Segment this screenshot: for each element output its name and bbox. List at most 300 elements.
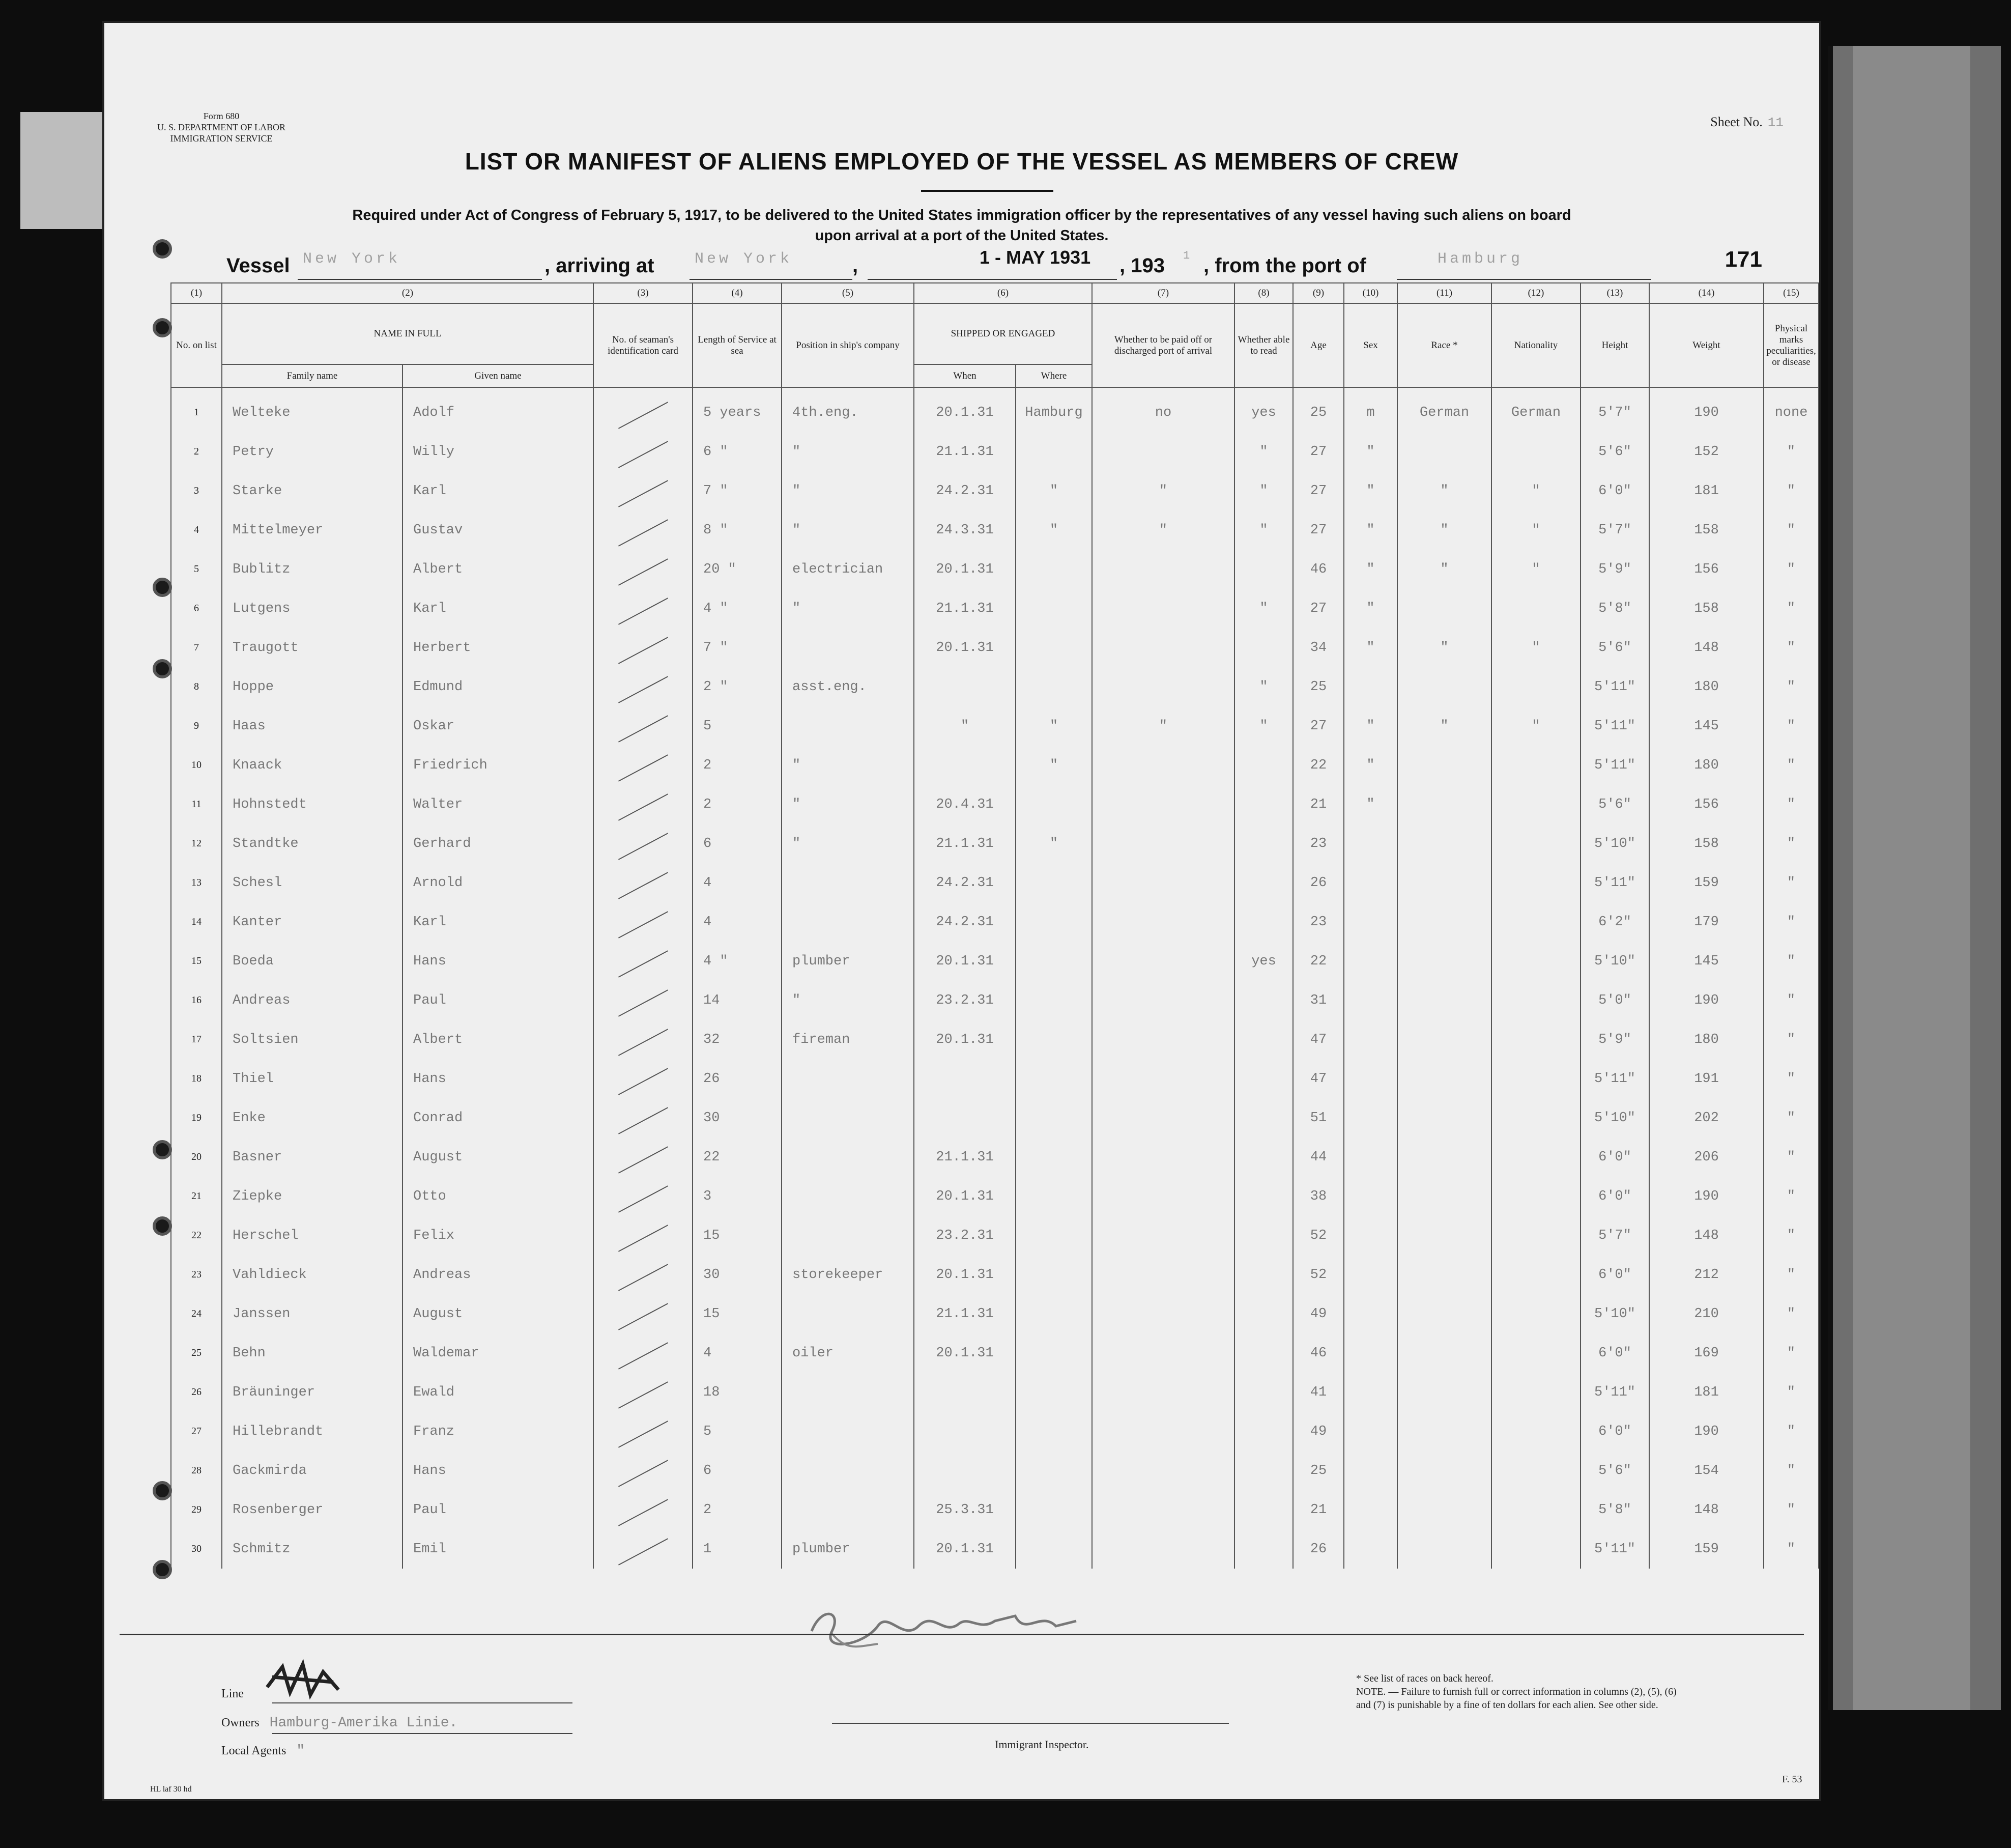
shipped-where-cell — [1016, 1138, 1092, 1177]
weight-cell: 179 — [1649, 902, 1764, 942]
check-mark-icon — [618, 1538, 668, 1565]
table-row — [171, 746, 1819, 785]
able-to-read-cell — [1234, 863, 1293, 902]
physical-marks-cell: " — [1764, 863, 1819, 902]
shipped-where-cell: " — [1016, 746, 1092, 785]
position-cell — [782, 1177, 914, 1216]
row-number-cell: 20 — [171, 1138, 222, 1177]
weight-cell: 156 — [1649, 550, 1764, 589]
paid-off-cell — [1092, 863, 1234, 902]
shipped-where-cell — [1016, 667, 1092, 706]
check-mark-icon — [618, 402, 668, 429]
race-cell — [1397, 1138, 1491, 1177]
family-name-cell: Vahldieck — [222, 1255, 403, 1294]
race-cell — [1397, 746, 1491, 785]
check-mark-icon — [618, 1420, 668, 1447]
vessel-name: New York — [303, 250, 401, 268]
height-cell: 5'11" — [1581, 1059, 1649, 1098]
col-num-9: (9) — [1293, 283, 1344, 303]
given-name-cell: Paul — [403, 1490, 593, 1529]
arriving-label: , arriving at — [544, 254, 654, 277]
physical-marks-cell: " — [1764, 1098, 1819, 1138]
row-number-cell: 29 — [171, 1490, 222, 1529]
check-mark-icon — [618, 1068, 668, 1095]
header-name-in-full: NAME IN FULL — [222, 303, 593, 364]
col-num-13: (13) — [1581, 283, 1649, 303]
row-number-cell: 18 — [171, 1059, 222, 1098]
row-number-cell: 22 — [171, 1216, 222, 1255]
check-mark-icon — [618, 1499, 668, 1526]
table-row — [171, 387, 1819, 432]
physical-marks-cell: " — [1764, 824, 1819, 863]
physical-marks-cell: " — [1764, 432, 1819, 471]
sex-cell — [1344, 902, 1397, 942]
row-number-cell: 15 — [171, 942, 222, 981]
from-label: , from the port of — [1203, 254, 1366, 277]
family-name-cell: Bublitz — [222, 550, 403, 589]
position-cell — [782, 706, 914, 746]
race-cell — [1397, 1294, 1491, 1333]
position-cell: electrician — [782, 550, 914, 589]
nationality-cell: " — [1491, 628, 1581, 667]
shipped-when-cell: 20.1.31 — [914, 942, 1016, 981]
row-number-cell: 10 — [171, 746, 222, 785]
nationality-cell: " — [1491, 706, 1581, 746]
seaman-card-check-cell — [593, 667, 693, 706]
physical-marks-cell: " — [1764, 1059, 1819, 1098]
length-of-service-cell: 26 — [693, 1059, 782, 1098]
adjacent-page-strip — [1828, 46, 2001, 1710]
length-of-service-cell: 4 — [693, 902, 782, 942]
family-name-cell: Lutgens — [222, 589, 403, 628]
table-row — [171, 589, 1819, 628]
age-cell: 27 — [1293, 706, 1344, 746]
row-number-cell: 1 — [171, 387, 222, 432]
row-number-cell: 5 — [171, 550, 222, 589]
sex-cell: " — [1344, 746, 1397, 785]
sex-cell: " — [1344, 628, 1397, 667]
row-number-cell: 30 — [171, 1529, 222, 1569]
physical-marks-cell: " — [1764, 1138, 1819, 1177]
row-number-cell: 8 — [171, 667, 222, 706]
weight-cell: 206 — [1649, 1138, 1764, 1177]
age-cell: 21 — [1293, 785, 1344, 824]
table-row — [171, 785, 1819, 824]
length-of-service-cell: 7 " — [693, 471, 782, 510]
col-num-1: (1) — [171, 283, 222, 303]
table-row — [171, 510, 1819, 550]
length-of-service-cell: 5 — [693, 1412, 782, 1451]
immigrant-inspector-label: Immigrant Inspector. — [995, 1738, 1089, 1751]
height-cell: 5'8" — [1581, 589, 1649, 628]
seaman-card-check-cell — [593, 432, 693, 471]
weight-cell: 152 — [1649, 432, 1764, 471]
row-number-cell: 17 — [171, 1020, 222, 1059]
sex-cell: " — [1344, 589, 1397, 628]
given-name-cell: Ewald — [403, 1373, 593, 1412]
length-of-service-cell: 1 — [693, 1529, 782, 1569]
weight-cell: 210 — [1649, 1294, 1764, 1333]
shipped-when-cell: " — [914, 706, 1016, 746]
shipped-where-cell — [1016, 1294, 1092, 1333]
nationality-cell — [1491, 1059, 1581, 1098]
paid-off-cell — [1092, 785, 1234, 824]
nationality-cell: " — [1491, 471, 1581, 510]
sex-cell — [1344, 1333, 1397, 1373]
weight-cell: 190 — [1649, 1177, 1764, 1216]
paid-off-cell — [1092, 1059, 1234, 1098]
nationality-cell — [1491, 863, 1581, 902]
seaman-card-check-cell — [593, 1294, 693, 1333]
shipped-when-cell: 20.1.31 — [914, 550, 1016, 589]
physical-marks-cell: " — [1764, 785, 1819, 824]
col-num-14: (14) — [1649, 283, 1764, 303]
seaman-card-check-cell — [593, 550, 693, 589]
shipped-when-cell — [914, 746, 1016, 785]
length-of-service-cell: 3 — [693, 1177, 782, 1216]
length-of-service-cell: 2 — [693, 785, 782, 824]
shipped-when-cell: 21.1.31 — [914, 432, 1016, 471]
nationality-cell — [1491, 902, 1581, 942]
nationality-cell — [1491, 1255, 1581, 1294]
position-cell: oiler — [782, 1333, 914, 1373]
height-cell: 5'7" — [1581, 510, 1649, 550]
height-cell: 5'10" — [1581, 824, 1649, 863]
shipped-where-cell: " — [1016, 471, 1092, 510]
weight-cell: 180 — [1649, 1020, 1764, 1059]
sex-cell — [1344, 1451, 1397, 1490]
family-name-cell: Standtke — [222, 824, 403, 863]
race-cell — [1397, 1490, 1491, 1529]
physical-marks-cell: " — [1764, 510, 1819, 550]
given-name-cell: Adolf — [403, 387, 593, 432]
family-name-cell: Knaack — [222, 746, 403, 785]
seaman-card-check-cell — [593, 902, 693, 942]
weight-cell: 148 — [1649, 628, 1764, 667]
seaman-card-check-cell — [593, 1098, 693, 1138]
length-of-service-cell: 22 — [693, 1138, 782, 1177]
shipped-where-cell: Hamburg — [1016, 387, 1092, 432]
shipped-when-cell: 24.3.31 — [914, 510, 1016, 550]
age-cell: 47 — [1293, 1059, 1344, 1098]
seaman-card-check-cell — [593, 1216, 693, 1255]
age-cell: 52 — [1293, 1216, 1344, 1255]
given-name-cell: Gerhard — [403, 824, 593, 863]
row-number-cell: 23 — [171, 1255, 222, 1294]
header-physical-marks: Physical marks peculiarities, or disease — [1764, 303, 1819, 387]
footnotes — [1356, 1672, 1682, 1712]
shipped-where-cell — [1016, 981, 1092, 1020]
able-to-read-cell — [1234, 1177, 1293, 1216]
agents-label: Local Agents — [221, 1744, 286, 1757]
family-name-cell: Petry — [222, 432, 403, 471]
height-cell: 5'11" — [1581, 667, 1649, 706]
row-number-cell: 26 — [171, 1373, 222, 1412]
paid-off-cell — [1092, 1451, 1234, 1490]
physical-marks-cell: " — [1764, 1177, 1819, 1216]
length-of-service-cell: 20 " — [693, 550, 782, 589]
col-num-7: (7) — [1092, 283, 1234, 303]
length-of-service-cell: 14 — [693, 981, 782, 1020]
shipped-where-cell — [1016, 1255, 1092, 1294]
race-cell — [1397, 1255, 1491, 1294]
paid-off-cell — [1092, 1529, 1234, 1569]
weight-cell: 180 — [1649, 667, 1764, 706]
table-row — [171, 942, 1819, 981]
paid-off-cell — [1092, 1490, 1234, 1529]
weight-cell: 158 — [1649, 510, 1764, 550]
family-name-cell: Bräuninger — [222, 1373, 403, 1412]
height-cell: 5'11" — [1581, 746, 1649, 785]
form-code: F. 53 — [1782, 1774, 1802, 1785]
sex-cell — [1344, 942, 1397, 981]
footnote-penalty: NOTE. — Failure to furnish full or correct information in columns (2), (5), (6) and (7) is punishable by a fine of ten dollars for each alien. See other side. — [1356, 1686, 1677, 1711]
able-to-read-cell — [1234, 1138, 1293, 1177]
seaman-card-check-cell — [593, 1255, 693, 1294]
family-name-cell: Boeda — [222, 942, 403, 981]
given-name-cell: Karl — [403, 902, 593, 942]
shipped-where-cell — [1016, 863, 1092, 902]
age-cell: 38 — [1293, 1177, 1344, 1216]
able-to-read-cell — [1234, 1294, 1293, 1333]
row-number-cell: 28 — [171, 1451, 222, 1490]
age-cell: 26 — [1293, 863, 1344, 902]
age-cell: 46 — [1293, 1333, 1344, 1373]
paid-off-cell — [1092, 981, 1234, 1020]
check-mark-icon — [618, 480, 668, 507]
given-name-cell: Gustav — [403, 510, 593, 550]
able-to-read-cell: yes — [1234, 942, 1293, 981]
height-cell: 5'9" — [1581, 550, 1649, 589]
seaman-card-check-cell — [593, 1451, 693, 1490]
family-name-cell: Rosenberger — [222, 1490, 403, 1529]
nationality-cell — [1491, 1138, 1581, 1177]
nationality-cell — [1491, 785, 1581, 824]
race-cell: " — [1397, 706, 1491, 746]
seaman-card-check-cell — [593, 1333, 693, 1373]
given-name-cell: Waldemar — [403, 1333, 593, 1373]
race-cell — [1397, 824, 1491, 863]
height-cell: 5'9" — [1581, 1020, 1649, 1059]
shipped-where-cell — [1016, 1216, 1092, 1255]
check-mark-icon — [618, 637, 668, 664]
shipped-when-cell: 20.1.31 — [914, 1529, 1016, 1569]
shipped-where-cell — [1016, 1529, 1092, 1569]
position-cell: 4th.eng. — [782, 387, 914, 432]
agents-value: " — [296, 1743, 305, 1759]
table-row — [171, 1177, 1819, 1216]
able-to-read-cell — [1234, 824, 1293, 863]
sex-cell: " — [1344, 432, 1397, 471]
shipped-where-cell — [1016, 628, 1092, 667]
age-cell: 22 — [1293, 746, 1344, 785]
col-num-5: (5) — [782, 283, 914, 303]
race-cell — [1397, 589, 1491, 628]
row-number-cell: 9 — [171, 706, 222, 746]
given-name-cell: Herbert — [403, 628, 593, 667]
given-name-cell: Andreas — [403, 1255, 593, 1294]
shipped-where-cell: " — [1016, 706, 1092, 746]
header-position: Position in ship's company — [782, 303, 914, 387]
position-cell — [782, 1373, 914, 1412]
position-cell: " — [782, 510, 914, 550]
physical-marks-cell: " — [1764, 1333, 1819, 1373]
length-of-service-cell: 32 — [693, 1020, 782, 1059]
sex-cell — [1344, 1373, 1397, 1412]
race-cell — [1397, 942, 1491, 981]
race-cell — [1397, 902, 1491, 942]
paid-off-cell — [1092, 667, 1234, 706]
table-row — [171, 1216, 1819, 1255]
line-row — [221, 1687, 244, 1701]
nationality-cell — [1491, 746, 1581, 785]
seaman-card-check-cell — [593, 824, 693, 863]
table-row — [171, 1529, 1819, 1569]
weight-cell: 158 — [1649, 589, 1764, 628]
weight-cell: 202 — [1649, 1098, 1764, 1138]
nationality-cell — [1491, 667, 1581, 706]
weight-cell: 148 — [1649, 1490, 1764, 1529]
check-mark-icon — [618, 715, 668, 742]
check-mark-icon — [618, 1146, 668, 1173]
family-name-cell: Schmitz — [222, 1529, 403, 1569]
from-port: Hamburg — [1438, 250, 1524, 268]
race-cell — [1397, 1020, 1491, 1059]
weight-cell: 148 — [1649, 1216, 1764, 1255]
able-to-read-cell: yes — [1234, 387, 1293, 432]
sex-cell — [1344, 1216, 1397, 1255]
nationality-cell — [1491, 1333, 1581, 1373]
nationality-cell — [1491, 1177, 1581, 1216]
position-cell: " — [782, 746, 914, 785]
sex-cell: " — [1344, 785, 1397, 824]
length-of-service-cell: 5 — [693, 706, 782, 746]
able-to-read-cell — [1234, 981, 1293, 1020]
age-cell: 47 — [1293, 1020, 1344, 1059]
paid-off-cell — [1092, 746, 1234, 785]
given-name-cell: Oskar — [403, 706, 593, 746]
weight-cell: 191 — [1649, 1059, 1764, 1098]
race-cell — [1397, 1098, 1491, 1138]
sex-cell — [1344, 667, 1397, 706]
row-number-cell: 3 — [171, 471, 222, 510]
shipped-when-cell — [914, 1412, 1016, 1451]
height-cell: 5'0" — [1581, 981, 1649, 1020]
shipped-where-cell — [1016, 432, 1092, 471]
age-cell: 27 — [1293, 510, 1344, 550]
age-cell: 25 — [1293, 387, 1344, 432]
shipped-when-cell: 23.2.31 — [914, 1216, 1016, 1255]
physical-marks-cell: " — [1764, 1255, 1819, 1294]
seaman-card-check-cell — [593, 471, 693, 510]
race-cell: " — [1397, 550, 1491, 589]
header-paid-off: Whether to be paid off or discharged port of arrival — [1092, 303, 1234, 387]
underlying-page-edge — [20, 112, 112, 229]
position-cell: fireman — [782, 1020, 914, 1059]
family-name-cell: Welteke — [222, 387, 403, 432]
nationality-cell — [1491, 1373, 1581, 1412]
weight-cell: 145 — [1649, 706, 1764, 746]
shipped-when-cell: 24.2.31 — [914, 471, 1016, 510]
able-to-read-cell — [1234, 785, 1293, 824]
nationality-cell — [1491, 981, 1581, 1020]
race-cell — [1397, 667, 1491, 706]
table-row — [171, 432, 1819, 471]
length-of-service-cell: 2 — [693, 746, 782, 785]
physical-marks-cell: " — [1764, 1373, 1819, 1412]
shipped-where-cell — [1016, 785, 1092, 824]
weight-cell: 159 — [1649, 863, 1764, 902]
family-name-cell: Gackmirda — [222, 1451, 403, 1490]
row-number-cell: 24 — [171, 1294, 222, 1333]
shipped-when-cell: 20.1.31 — [914, 1177, 1016, 1216]
length-of-service-cell: 4 — [693, 1333, 782, 1373]
check-mark-icon — [618, 1264, 668, 1291]
height-cell: 6'2" — [1581, 902, 1649, 942]
check-mark-icon — [618, 833, 668, 860]
physical-marks-cell: " — [1764, 1490, 1819, 1529]
check-mark-icon — [618, 872, 668, 899]
shipped-when-cell: 21.1.31 — [914, 1294, 1016, 1333]
header-shipped-engaged: SHIPPED OR ENGAGED — [914, 303, 1092, 364]
height-cell: 5'10" — [1581, 1294, 1649, 1333]
shipped-when-cell: 23.2.31 — [914, 981, 1016, 1020]
paid-off-cell — [1092, 1412, 1234, 1451]
length-of-service-cell: 4 " — [693, 942, 782, 981]
binder-hole-icon — [153, 1140, 172, 1159]
given-name-cell: Albert — [403, 550, 593, 589]
given-name-cell: Hans — [403, 942, 593, 981]
able-to-read-cell — [1234, 1059, 1293, 1098]
header-able-read: Whether able to read — [1234, 303, 1293, 387]
table-row — [171, 902, 1819, 942]
position-cell — [782, 1059, 914, 1098]
family-name-cell: Hoppe — [222, 667, 403, 706]
shipped-when-cell: 20.4.31 — [914, 785, 1016, 824]
page-title: LIST OR MANIFEST OF ALIENS EMPLOYED OF THE VESSEL AS MEMBERS OF CREW — [465, 148, 1459, 175]
shipped-where-cell — [1016, 1451, 1092, 1490]
paid-off-cell — [1092, 1098, 1234, 1138]
row-number-cell: 7 — [171, 628, 222, 667]
given-name-cell: Karl — [403, 471, 593, 510]
shipped-where-cell: " — [1016, 824, 1092, 863]
physical-marks-cell: " — [1764, 1294, 1819, 1333]
shipped-where-cell: " — [1016, 510, 1092, 550]
height-cell: 5'6" — [1581, 1451, 1649, 1490]
family-name-cell: Janssen — [222, 1294, 403, 1333]
header-given-name: Given name — [403, 364, 593, 387]
able-to-read-cell — [1234, 1098, 1293, 1138]
weight-cell: 181 — [1649, 471, 1764, 510]
seaman-card-check-cell — [593, 510, 693, 550]
shipped-when-cell — [914, 1451, 1016, 1490]
paid-off-cell — [1092, 902, 1234, 942]
sex-cell — [1344, 1020, 1397, 1059]
header-seaman-card: No. of seaman's identification card — [593, 303, 693, 387]
check-mark-icon — [618, 598, 668, 624]
sex-cell — [1344, 824, 1397, 863]
family-name-cell: Mittelmeyer — [222, 510, 403, 550]
footnote-races: * See list of races on back hereof. — [1356, 1673, 1493, 1684]
able-to-read-cell: " — [1234, 667, 1293, 706]
weight-cell: 145 — [1649, 942, 1764, 981]
shipped-where-cell — [1016, 1020, 1092, 1059]
given-name-cell: Albert — [403, 1020, 593, 1059]
header-sex: Sex — [1344, 303, 1397, 387]
given-name-cell: Franz — [403, 1412, 593, 1451]
seaman-card-check-cell — [593, 1177, 693, 1216]
age-cell: 25 — [1293, 667, 1344, 706]
